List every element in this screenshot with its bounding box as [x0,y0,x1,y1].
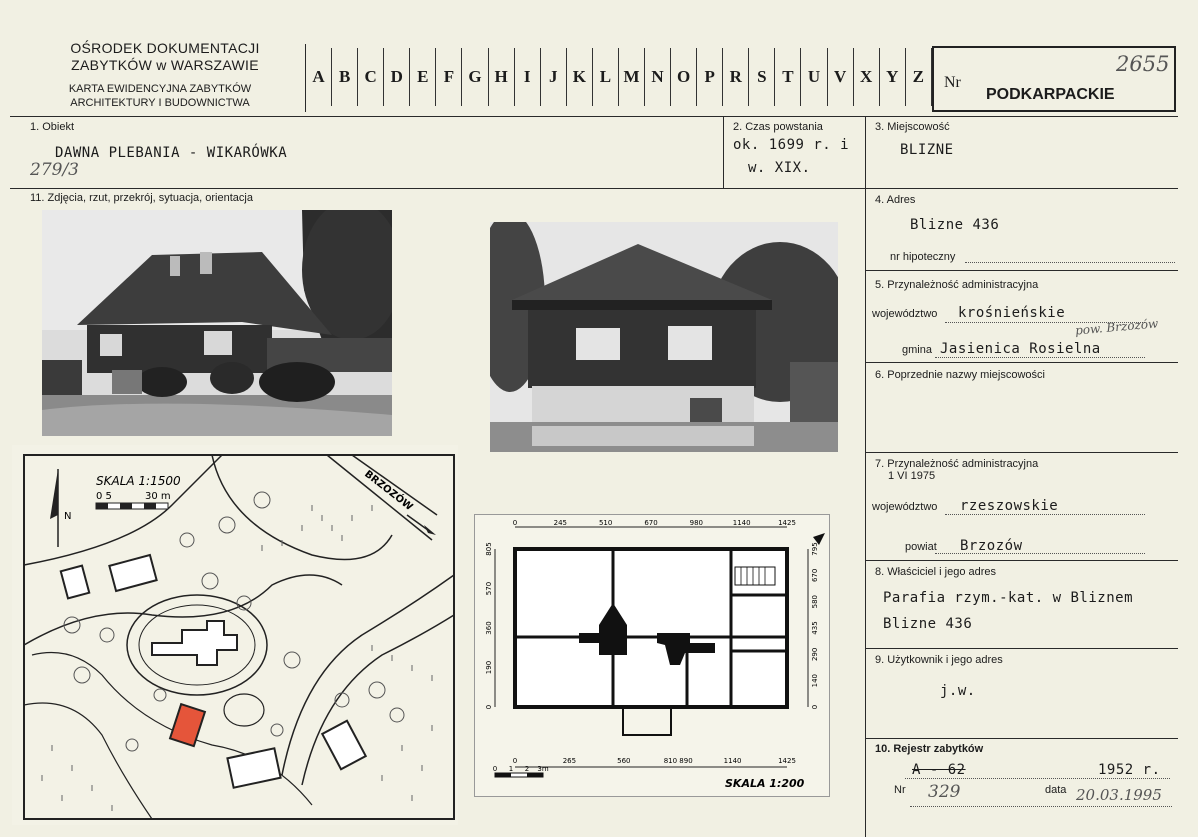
north-label: N [64,511,72,522]
right-tick-3: 435 [811,621,819,635]
right-tick-0: 795 [811,542,819,556]
alpha-letter-d: D [384,48,410,106]
alpha-letter-s: S [749,48,775,106]
rejestr-old-nr: A - 62 [912,762,966,778]
site-scale-label: SKALA 1:1500 [96,474,181,488]
bar-tick-3: 3m [537,765,549,773]
alpha-letter-y: Y [880,48,906,106]
rejestr-nr-label: Nr [894,784,906,796]
przynaleznosc-label: 5. Przynależność administracyjna [875,279,1039,291]
card-type: KARTA EWIDENCYJNA ZABYTKÓW ARCHITEKTURY I BUDOWNICTWA [68,83,252,109]
alpha-letter-l: L [593,48,619,106]
adres-value: Blizne 436 [910,217,1000,233]
alpha-letter-x: X [854,48,880,106]
bar-tick-1: 1 [508,765,514,773]
zdjecia-label: 11. Zdjęcia, rzut, przekrój, sytuacja, orientacja [30,192,253,204]
alpha-letter-v: V [828,48,854,106]
pow-note: pow. Brzozów [1074,316,1159,338]
przynaleznosc1975-label1: 7. Przynależność administracyjna [875,458,1039,470]
left-tick-4: 805 [485,542,493,556]
bar-tick-0: 0 [492,765,498,773]
alphabet-index [306,48,932,106]
miejscowosc-label: 3. Miejscowość [875,121,950,133]
right-tick-6: 0 [811,704,819,710]
photo-front-view [42,210,392,436]
woj-value: krośnieńskie [958,305,1066,321]
alpha-letter-e: E [410,48,436,106]
region-stamp: PODKARPACKIE [986,86,1115,103]
nr-value: 2655 [1116,52,1170,76]
alpha-letter-r: R [723,48,749,106]
przynaleznosc1975-label2: 1 VI 1975 [888,470,936,482]
right-tick-1: 670 [811,568,819,583]
right-tick-2: 580 [811,594,819,609]
uzytkownik-label: 9. Użytkownik i jego adres [875,654,1003,666]
right-tick-5: 140 [811,673,819,688]
top-tick-0: 0 [512,519,518,527]
site-plan [12,445,458,825]
bottom-tick-2: 560 [617,757,631,765]
right-tick-4: 290 [811,647,819,662]
hipoteczny-label: nr hipoteczny [890,251,956,263]
top-tick-5: 1140 [732,519,751,527]
poprzednie-label: 6. Poprzednie nazwy miejscowości [875,369,1045,381]
alpha-letter-m: M [619,48,645,106]
czas-line1: ok. 1699 r. i [733,137,850,153]
bar-tick-2: 2 [524,765,530,773]
top-tick-3: 670 [644,519,658,527]
rejestr-nr-value: 329 [928,782,961,802]
rejestr-old-year: 1952 r. [1098,762,1161,778]
site-scale-tick0: 0 5 [96,491,112,502]
top-tick-1: 245 [553,519,568,527]
rejestr-data-label: data [1045,784,1067,796]
rejestr-data-value: 20.03.1995 [1076,786,1162,804]
alpha-letter-a: A [306,48,332,106]
rejestr-label: 10. Rejestr zabytków [875,743,984,755]
alpha-letter-f: F [436,48,462,106]
photo-side-view [490,222,838,452]
nr-label: Nr [944,74,961,91]
alpha-letter-j: J [541,48,567,106]
alpha-letter-p: P [697,48,723,106]
czas-line2: w. XIX. [748,160,811,176]
powiat-value: Brzozów [960,538,1023,554]
alpha-letter-i: I [515,48,541,106]
institution-name: OŚRODEK DOKUMENTACJI ZABYTKÓW w WARSZAWIE [70,40,260,73]
road-label: BRZOZÓW [362,468,415,513]
czas-label: 2. Czas powstania [733,121,823,133]
bottom-tick-1: 265 [562,757,577,765]
alpha-letter-t: T [775,48,801,106]
left-tick-1: 190 [485,660,493,675]
bottom-tick-0: 0 [512,757,518,765]
left-tick-0: 0 [485,704,493,710]
woj1975-value: rzeszowskie [960,498,1059,514]
floor-plan [474,514,830,797]
obiekt-note: 279/3 [30,160,79,180]
woj-label: województwo [872,308,938,320]
powiat-label: powiat [905,541,937,553]
alpha-letter-c: C [358,48,384,106]
floor-scale-label: SKALA 1:200 [725,777,805,790]
wlasciciel-label: 8. Właściciel i jego adres [875,566,997,578]
alpha-letter-h: H [489,48,515,106]
gmina-value: Jasienica Rosielna [940,341,1101,357]
top-tick-6: 1425 [778,519,796,527]
left-tick-2: 360 [485,621,493,635]
alpha-letter-n: N [645,48,671,106]
left-tick-3: 570 [485,581,493,596]
alpha-letter-u: U [801,48,827,106]
highlighted-building [170,704,205,746]
alpha-letter-o: O [671,48,697,106]
alpha-letter-k: K [567,48,593,106]
alpha-letter-b: B [332,48,358,106]
site-scale-tick1: 30 m [145,491,171,502]
alpha-letter-g: G [462,48,488,106]
top-tick-4: 980 [689,519,704,527]
gmina-label: gmina [902,344,932,356]
bottom-tick-3: 810 890 [663,757,693,765]
woj1975-label: województwo [872,501,938,513]
uzytkownik-value: j.w. [940,683,976,699]
miejscowosc-value: BLIZNE [900,142,954,158]
adres-label: 4. Adres [875,194,916,206]
wlasciciel-line1: Parafia rzym.-kat. w Bliznem [883,590,1134,606]
bottom-tick-4: 1140 [723,757,742,765]
wlasciciel-line2: Blizne 436 [883,616,973,632]
number-box [932,46,1176,112]
bottom-tick-5: 1425 [778,757,796,765]
obiekt-value: DAWNA PLEBANIA - WIKARÓWKA [55,145,288,161]
obiekt-label: 1. Obiekt [30,121,75,133]
alpha-letter-z: Z [906,48,932,106]
top-tick-2: 510 [598,519,613,527]
